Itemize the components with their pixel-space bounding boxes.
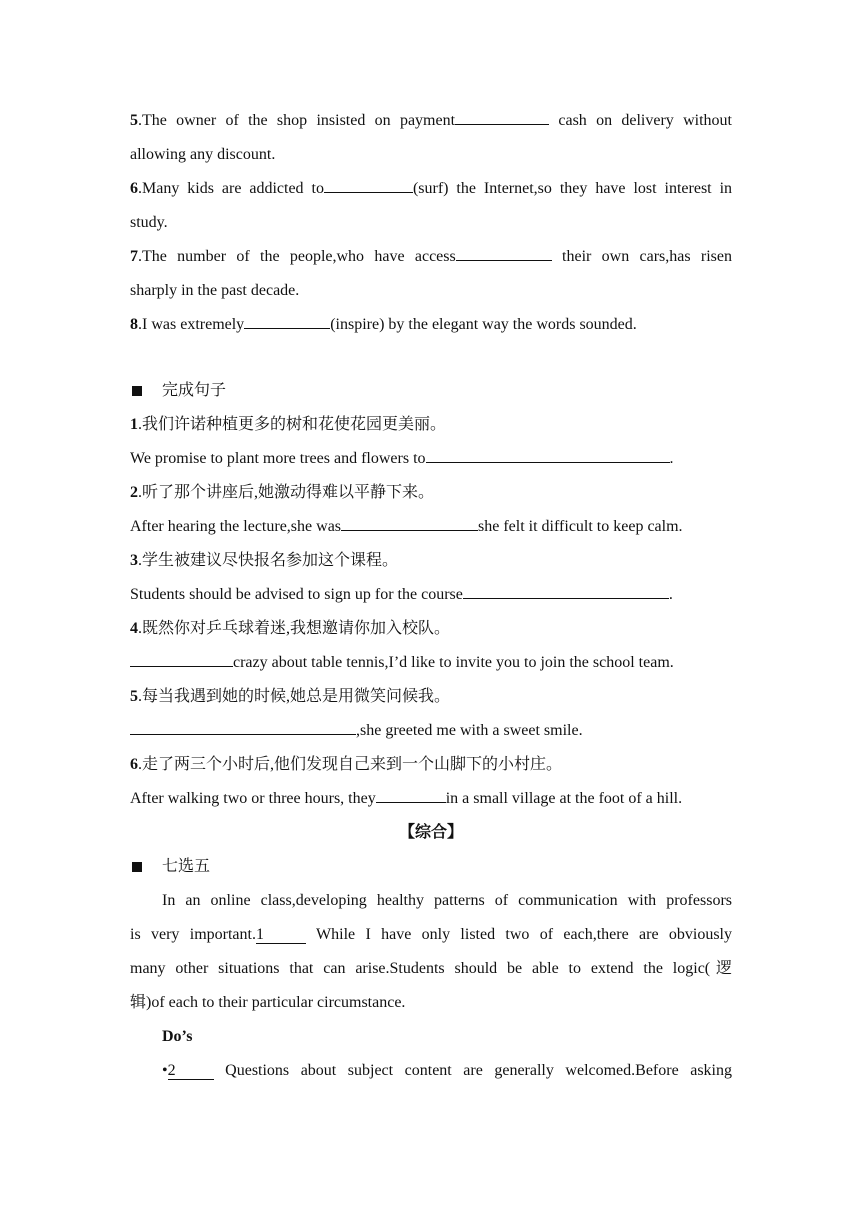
passage-line-4: 辑)of each to their particular circumstance. — [130, 994, 406, 1011]
chinese-prompt: .听了那个讲座后,她激动得难以平静下来。 — [138, 484, 435, 501]
chinese-prompt: .我们许诺种植更多的树和花使花园更美丽。 — [138, 416, 447, 433]
item-text: .Many kids are addicted to — [138, 180, 324, 197]
answer-blank[interactable] — [456, 243, 552, 261]
sentence-3-english — [130, 578, 732, 612]
sentence-1-english — [130, 442, 732, 476]
answer-blank[interactable] — [376, 785, 446, 803]
answer-blank[interactable] — [341, 513, 478, 531]
item-number: 4 — [130, 620, 138, 637]
chinese-prompt: .学生被建议尽快报名参加这个课程。 — [138, 552, 399, 569]
answer-blank[interactable] — [244, 311, 330, 329]
sentence-3-chinese — [130, 544, 732, 578]
item-number: 1 — [130, 416, 138, 433]
passage-blank-1[interactable] — [256, 926, 306, 944]
chinese-prompt: .每当我遇到她的时候,她总是用微笑问候我。 — [138, 688, 451, 705]
english-text: Students should be advised to sign up for the course — [130, 586, 463, 603]
passage-bullet-line — [130, 1054, 732, 1088]
item-number: 6 — [130, 180, 138, 197]
heading-comprehensive: 【综合】 — [398, 824, 463, 841]
spacer — [130, 342, 732, 374]
bullet-icon: • — [162, 1062, 168, 1079]
english-text: After hearing the lecture,she was — [130, 518, 342, 535]
answer-blank[interactable] — [130, 717, 356, 735]
sentence-4-english — [130, 646, 732, 680]
answer-blank[interactable] — [463, 581, 669, 599]
sentence-2-chinese — [130, 476, 732, 510]
document-page — [130, 104, 732, 1088]
item-number: 2 — [130, 484, 138, 501]
passage-line-1: In an online class,developing healthy patterns of communication with professors — [162, 892, 732, 909]
passage-line-2 — [130, 918, 732, 952]
english-text: . — [669, 450, 674, 467]
item-number: 5 — [130, 688, 138, 705]
chinese-prompt: .走了两三个小时后,他们发现自己来到一个山脚下的小村庄。 — [138, 756, 563, 773]
item-text: (surf) the Internet,so they have lost interest in — [412, 180, 733, 197]
square-bullet-icon — [132, 386, 142, 396]
passage-blank-2[interactable] — [168, 1062, 214, 1080]
sentence-6-english — [130, 782, 732, 816]
passage-text: While I have only listed two of each,there are obviously — [316, 926, 733, 943]
item-number: 3 — [130, 552, 138, 569]
english-text: After walking two or three hours, they — [130, 790, 376, 807]
blank-number: 2 — [167, 1062, 176, 1079]
english-text: in a small village at the foot of a hill. — [445, 790, 683, 807]
item-text: .I was extremely — [138, 316, 245, 333]
sentence-5-chinese — [130, 680, 732, 714]
english-text: We promise to plant more trees and flowers to — [130, 450, 426, 467]
section-heading-seven-choose-five — [130, 850, 732, 884]
english-text: she felt it difficult to keep calm. — [478, 518, 683, 535]
item-text: (inspire) by the elegant way the words sounded. — [330, 316, 637, 333]
fill-item-8-line-1 — [130, 308, 732, 342]
section-title: 完成句子 — [162, 382, 227, 399]
blank-number: 1 — [255, 926, 264, 943]
answer-blank[interactable] — [455, 107, 549, 125]
fill-item-5-line-2: allowing any discount. — [130, 146, 276, 163]
sentence-5-english — [130, 714, 732, 748]
passage-text: Questions about subject content are generally welcomed.Before asking — [225, 1062, 732, 1079]
item-text: .The number of the people,who have access — [138, 248, 456, 265]
section-heading-complete-sentences — [130, 374, 732, 408]
english-text: crazy about table tennis,I’d like to invite you to join the school team. — [233, 654, 674, 671]
item-number: 8 — [130, 316, 138, 333]
fill-item-6-line-1 — [130, 172, 732, 206]
sentence-4-chinese — [130, 612, 732, 646]
item-text: their own cars,has risen — [562, 248, 733, 265]
passage-line-3: many other situations that can arise.Students should be able to extend the logic(逻 — [130, 960, 732, 977]
fill-item-6-line-2: study. — [130, 214, 168, 231]
answer-blank[interactable] — [426, 445, 670, 463]
fill-item-7-line-2: sharply in the past decade. — [130, 282, 300, 299]
sentence-1-chinese — [130, 408, 732, 442]
answer-blank[interactable] — [324, 175, 413, 193]
sentence-2-english — [130, 510, 732, 544]
passage-text: is very important. — [130, 926, 256, 943]
fill-item-5-line-1 — [130, 104, 732, 138]
item-text: .The owner of the shop insisted on payment — [138, 112, 456, 129]
sentence-6-chinese — [130, 748, 732, 782]
fill-item-7-line-1 — [130, 240, 732, 274]
english-text: . — [668, 586, 673, 603]
item-number: 6 — [130, 756, 138, 773]
square-bullet-icon — [132, 862, 142, 872]
chinese-prompt: .既然你对乒乓球着迷,我想邀请你加入校队。 — [138, 620, 451, 637]
dos-heading: Do’s — [162, 1028, 193, 1045]
item-number: 7 — [130, 248, 138, 265]
answer-blank[interactable] — [130, 649, 233, 667]
item-number: 5 — [130, 112, 138, 129]
english-text: ,she greeted me with a sweet smile. — [356, 722, 583, 739]
item-text: cash on delivery without — [558, 112, 733, 129]
section-title: 七选五 — [162, 858, 211, 875]
